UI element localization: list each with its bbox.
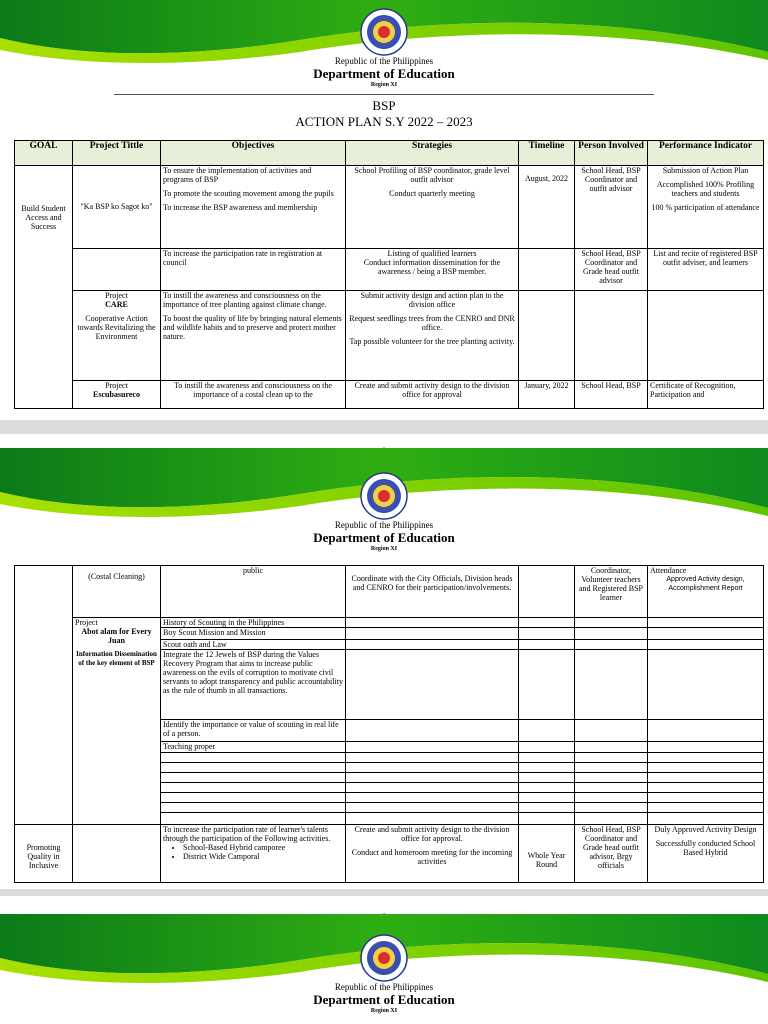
timeline-cell: January, 2022: [519, 381, 575, 409]
objectives-cell: To instill the awareness and consciousness on the importance of a costal clean up to the: [161, 381, 346, 409]
table-row: [15, 825, 764, 883]
objectives-cell: To increase the participation rate of learner's talents through the participation of the Following activities. • School-Based Hybrid camporee • District Wide Camporal: [161, 825, 346, 883]
page-2: [0, 434, 768, 889]
action-plan-table-2: [14, 565, 764, 883]
page-1: [0, 0, 768, 420]
strategies-cell: Coordinate with the City Officials, Division heads and CENRO for their participation/involvements.: [346, 566, 519, 618]
deped-seal-icon: [360, 472, 408, 520]
list-item: • District Wide Camporal: [183, 852, 343, 861]
document-title: [0, 98, 768, 130]
list-item: Integrate the 12 Jewels of BSP during the Values Recovery Program that aims to increase public awareness on the evils of corruption to motivate civil servants to adopt transparency and public accountability as the rule of thumb in all transactions.: [161, 650, 346, 720]
timeline-cell: Whole Year Round: [519, 825, 575, 883]
indicator-cell: Duly Approved Activity Design Successfully conducted School Based Hybrid: [648, 825, 764, 883]
header-rule: [114, 94, 654, 95]
person-cell: School Head, BSP Coordinator and Grade head outfit advisor: [575, 249, 648, 291]
table-row: [15, 381, 764, 409]
table-header-row: [15, 141, 764, 166]
strategies-cell: Create and submit activity design to the division office for approval. Conduct and homeroom meeting for the incoming activities: [346, 825, 519, 883]
col-timeline: Timeline: [519, 141, 575, 166]
col-goal: GOAL: [15, 141, 73, 166]
person-cell: Coordinator, Volunteer teachers and Registered BSP learner: [575, 566, 648, 618]
col-objectives: Objectives: [161, 141, 346, 166]
region-text: Region XI: [370, 82, 398, 88]
title-line-1: BSP: [372, 98, 396, 113]
project-title-cell: "Ka BSP ko Sagot ko": [73, 166, 161, 249]
indicator-cell: Attendance Approved Activity design, Accomplishment Report: [648, 566, 764, 618]
goal-cell: Promoting Quality in Inclusive: [15, 825, 73, 883]
list-item: Teaching proper: [161, 742, 346, 753]
person-cell: School Head, BSP Coordinator and Grade head outfit advisor, Brgy officials: [575, 825, 648, 883]
strategies-cell: School Profiling of BSP coordinator, grade level outfit advisor Conduct quarterly meeting: [346, 166, 519, 249]
project-title-cell: Project CARE Cooperative Action towards Revitalizing the Environment: [73, 291, 161, 381]
goal-cell: Build Student Access and Success: [15, 166, 73, 409]
page-header: Republic of the Philippines Department of Education Region XI: [313, 982, 455, 1014]
page-header: [0, 56, 768, 88]
department-text: Department of Education: [313, 66, 455, 81]
indicator-cell: List and recite of registered BSP outfit adviser, and learners: [648, 249, 764, 291]
project-title-cell: Project Escubasureco: [73, 381, 161, 409]
list-item: Scout oath and Law: [161, 640, 346, 650]
table-row: [15, 618, 764, 628]
republic-text: Republic of the Philippines: [334, 56, 434, 66]
project-title-cell: (Costal Cleaning): [73, 566, 161, 618]
col-person-involved: Person Involved: [575, 141, 648, 166]
indicator-cell: Certificate of Recognition, Participation and: [648, 381, 764, 409]
col-strategies: Strategies: [346, 141, 519, 166]
deped-seal-icon: [360, 934, 408, 982]
page-header: Republic of the Philippines Department of Education Region XI: [313, 520, 455, 552]
title-line-2: ACTION PLAN S.Y 2022 – 2023: [295, 114, 473, 129]
strategies-cell: Submit activity design and action plan to the division office Request seedlings trees from the CENRO and DNR office. Tap possible volunteer for the tree planting activity.: [346, 291, 519, 381]
table-row: [15, 291, 764, 381]
strategies-cell: Create and submit activity design to the division office for approval: [346, 381, 519, 409]
page-3: [0, 896, 768, 1024]
list-item: Boy Scout Mission and Mission: [161, 628, 346, 640]
strategies-cell: Listing of qualified learners Conduct information dissemination for the awareness / being a BSP member.: [346, 249, 519, 291]
indicator-cell: Submission of Action Plan Accomplished 100% Profiling teachers and students 100 % participation of attendance: [648, 166, 764, 249]
col-project-title: Project Tittle: [73, 141, 161, 166]
deped-seal-icon: [360, 8, 408, 56]
list-item: Identify the importance or value of scouting in real life of a person.: [161, 720, 346, 742]
objectives-cell: To increase the participation rate in registration at council: [161, 249, 346, 291]
objectives-cell: To instill the awareness and consciousness on the importance of tree planting against climate change. To boost the quality of life by bringing natural elements and wildlife habits and to preserve and protect mother nature.: [161, 291, 346, 381]
person-cell: School Head, BSP: [575, 381, 648, 409]
table-row: [15, 566, 764, 618]
project-title-cell: Project Abot alam for Every Juan Information Dissemination of the key element of BSP: [73, 618, 161, 825]
col-performance-indicator: Performance Indicator: [648, 141, 764, 166]
list-item: History of Scouting in the Philippines: [161, 618, 346, 628]
list-item: • School-Based Hybrid camporee: [183, 843, 343, 852]
table-row: [15, 249, 764, 291]
person-cell: School Head, BSP Coordinator and outfit advisor: [575, 166, 648, 249]
objectives-cell: public: [161, 566, 346, 618]
timeline-cell: August, 2022: [519, 166, 575, 249]
objectives-cell: To ensure the implementation of activities and programs of BSP To promote the scouting movement among the pupils To increase the BSP awareness and membership: [161, 166, 346, 249]
table-row: [15, 166, 764, 249]
action-plan-table-1: [14, 140, 764, 409]
